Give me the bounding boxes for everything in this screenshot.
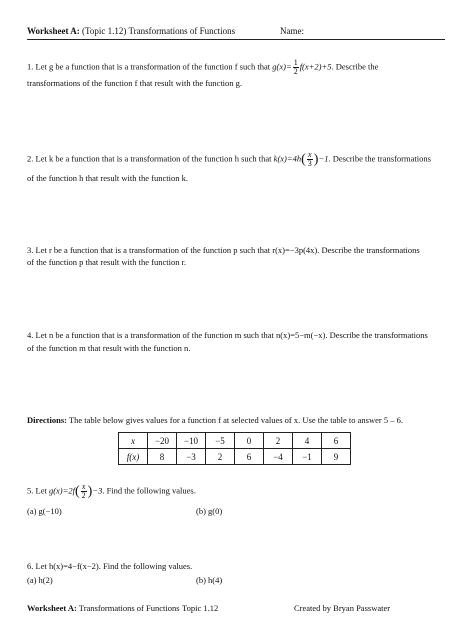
table-cell: 4 — [293, 433, 322, 449]
function-values-table — [118, 432, 351, 465]
q2-eq-lhs: k(x)=4h — [273, 153, 302, 164]
table-cell: 9 — [322, 449, 351, 465]
q1-fraction: $\frac{1}{2}$ — [293, 58, 298, 76]
table-cell: −10 — [177, 433, 206, 449]
table-cell: 6 — [322, 433, 351, 449]
table-row-x — [119, 433, 351, 449]
question-2: 2. Let k be a function that is a transformation of the function h such that k(x)=4h( $\frac{x}{3}$ )−1. Describe the transformations — [27, 150, 431, 168]
q5-fraction: $\frac{x}{2}$ — [81, 482, 86, 500]
footer-topic: Topic 1.12 — [182, 603, 219, 613]
question-2-line-2: of the function h that result with the function k. — [27, 173, 188, 183]
footer-title: Transformations of Functions — [76, 603, 180, 613]
table-cell: −5 — [206, 433, 235, 449]
footer-credit: Created by Bryan Passwater — [294, 603, 391, 613]
q5-part-a: (a) g(−10) — [27, 506, 62, 516]
directions-label: Directions: — [27, 415, 67, 425]
q5-text-pre: 5. Let — [27, 485, 49, 496]
q5-eq-lhs: g(x)=2f — [48, 485, 75, 496]
table-cell: −3 — [177, 449, 206, 465]
question-6: 6. Let h(x)=4−f(x−2). Find the following values. — [27, 561, 193, 571]
header-rule — [27, 39, 445, 40]
table-header-fx: f(x) — [119, 449, 148, 465]
q1-text-pre: 1. Let g be a function that is a transformation of the function f such that — [27, 61, 273, 72]
directions — [27, 415, 447, 426]
q1-eq-lhs: g(x)= — [272, 61, 292, 72]
q6-part-b: (b) h(4) — [196, 575, 223, 585]
question-4: 4. Let n be a function that is a transformation of the function m such that n(x)=5−m(−x). Describe the transformations — [27, 330, 428, 340]
footer-worksheet-label: Worksheet A: — [27, 603, 77, 613]
q5-text-post: . Find the following values. — [102, 485, 196, 496]
question-3-line-2: of the function p that result with the function r. — [27, 257, 187, 267]
question-4-line-2: of the function m that result with the function n. — [27, 343, 191, 353]
directions-text: The table below gives values for a function f at selected values of x. Use the table to answer 5 – 6. — [66, 415, 403, 425]
q2-eq-rhs: −1 — [318, 153, 329, 164]
table-cell: −20 — [148, 433, 177, 449]
q2-text-pre: 2. Let k be a function that is a transformation of the function h such that — [27, 153, 274, 164]
q5-eq-rhs: −3 — [92, 485, 103, 496]
table-cell: 0 — [235, 433, 264, 449]
q2-text-post: . Describe the transformations — [328, 153, 431, 164]
table-cell: 2 — [206, 449, 235, 465]
worksheet-footer — [27, 603, 447, 614]
q2-fraction: $\frac{x}{3}$ — [307, 150, 312, 168]
name-label: Name: — [280, 26, 304, 36]
table-cell: 2 — [264, 433, 293, 449]
question-1-line-2: transformations of the function f that result with the function g. — [27, 78, 243, 88]
q6-part-a: (a) h(2) — [27, 575, 53, 585]
worksheet-header — [27, 26, 445, 37]
header-worksheet-label: Worksheet A: — [27, 26, 80, 36]
question-1 — [27, 59, 447, 76]
table-cell: −1 — [293, 449, 322, 465]
header-topic: (Topic 1.12) Transformations of Functions — [82, 26, 236, 36]
q1-eq-rhs: f(x+2)+5 — [299, 61, 332, 72]
question-5: 5. Let g(x)=2f( $\frac{x}{2}$ )−3. Find the following values. — [27, 482, 196, 500]
table-header-x: x — [119, 433, 148, 449]
q5-part-b: (b) g(0) — [196, 506, 223, 516]
table-cell: −4 — [264, 449, 293, 465]
question-3: 3. Let r be a function that is a transformation of the function p such that r(x)=−3p(4x). Describe the transformations — [27, 245, 420, 255]
table-row-fx — [119, 449, 351, 465]
table-cell: 8 — [148, 449, 177, 465]
q1-text-post: . Describe the — [331, 61, 379, 72]
table-cell: 6 — [235, 449, 264, 465]
